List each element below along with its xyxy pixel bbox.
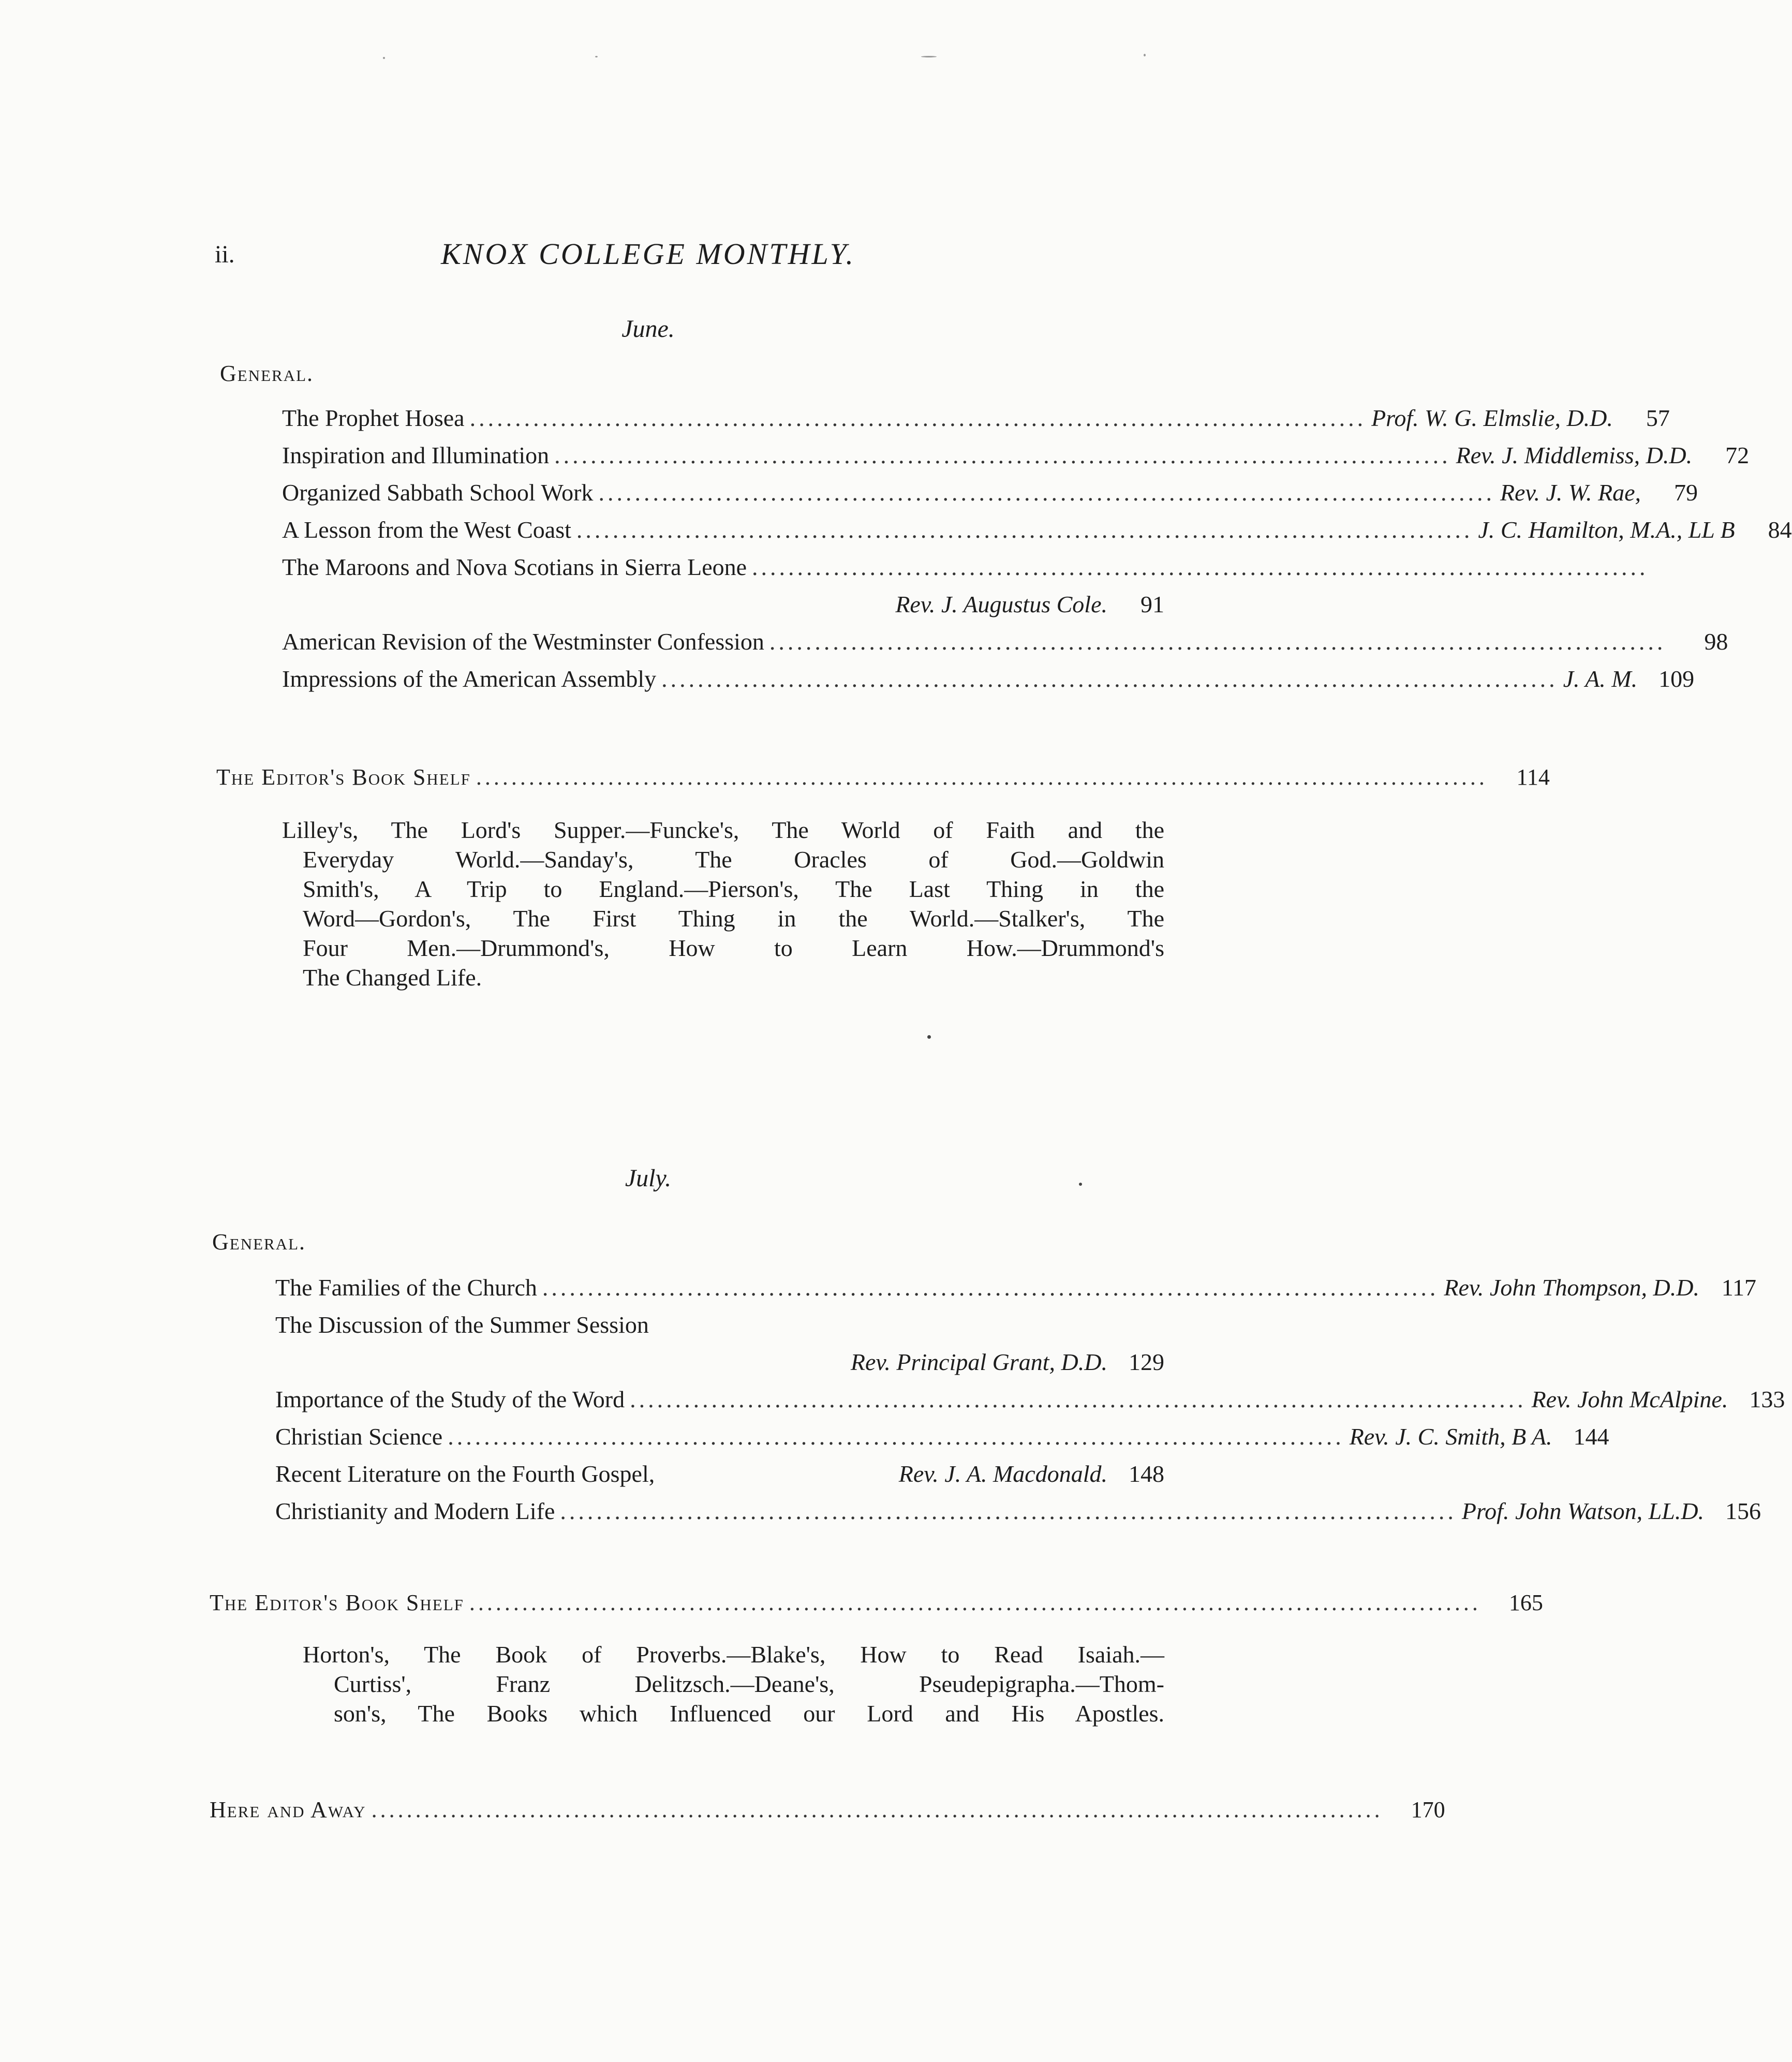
entry-page: 98 — [1704, 628, 1728, 655]
entry-page: 129 — [1129, 1349, 1164, 1375]
toc-entry[interactable] — [275, 1462, 1164, 1492]
leader-dots: ................................................................................................................... — [371, 1797, 1383, 1822]
bookshelf-line: Lilley's, The Lord's Supper.—Funcke's, The World of Faith and the — [282, 817, 1164, 843]
leader-dots: ................................................................................................................... — [469, 1590, 1481, 1615]
entry-page: 114 — [1516, 764, 1550, 790]
entry-title: American Revision of the Westminster Confession — [282, 628, 764, 655]
scan-speck — [921, 56, 937, 57]
bookshelf-line: The Changed Life. — [303, 964, 482, 991]
entry-title: The Discussion of the Summer Session — [275, 1312, 649, 1338]
bookshelf-line: Everyday World.—Sanday's, The Oracles of God.—Goldwin — [303, 846, 1164, 873]
entry-author: Prof. John Watson, LL.D. — [1461, 1498, 1705, 1524]
entry-title: Organized Sabbath School Work — [282, 479, 594, 506]
entry-author: Rev. J. A. Macdonald. — [898, 1461, 1107, 1487]
entry-page: 144 — [1573, 1423, 1609, 1450]
page-numeral: ii. — [215, 241, 235, 268]
bookshelf-line: son's, The Books which Influenced our Lord and His Apostles. — [334, 1700, 1164, 1727]
toc-entry[interactable] — [282, 405, 1670, 436]
entry-title: Importance of the Study of the Word — [275, 1386, 625, 1412]
entry-author: Rev. J. C. Smith, B A. — [1349, 1423, 1552, 1450]
bookshelf-line: Horton's, The Book of Proverbs.—Blake's, How to Read Isaiah.— — [303, 1641, 1164, 1668]
scan-speck — [595, 56, 598, 57]
entry-author: Prof. W. G. Elmslie, D.D. — [1371, 405, 1613, 431]
entry-page: 170 — [1411, 1797, 1445, 1822]
entry-title: Recent Literature on the Fourth Gospel, — [275, 1461, 655, 1487]
entry-author: Rev. Principal Grant, D.D. — [850, 1349, 1107, 1375]
leader-dots: ................................................................................................... — [560, 1498, 1457, 1524]
bookshelf-line: Word—Gordon's, The First Thing in the World.—Stalker's, The — [303, 905, 1164, 932]
bookshelf-line: Four Men.—Drummond's, How to Learn How.—Drummond's — [303, 935, 1164, 961]
entry-page: 109 — [1658, 666, 1695, 692]
section-label-general-july: General. — [212, 1229, 306, 1255]
toc-entry-line-1[interactable] — [275, 1313, 1164, 1343]
leader-dots: ................................................................................................... — [448, 1423, 1344, 1450]
leader-dots: ................................................................................................... — [542, 1274, 1439, 1301]
entry-title: Christian Science — [275, 1423, 443, 1450]
entry-page: 72 — [1725, 442, 1750, 468]
leader-dots: ................................................................................................... — [661, 666, 1558, 692]
entry-page: 165 — [1508, 1590, 1543, 1615]
toc-entry[interactable] — [282, 479, 1698, 511]
toc-entry-here-and-away[interactable] — [210, 1797, 1445, 1829]
toc-entry-line-2[interactable] — [282, 593, 1164, 623]
entry-page: 148 — [1129, 1461, 1164, 1487]
entry-page: 84 — [1768, 517, 1792, 543]
entry-title: Impressions of the American Assembly — [282, 666, 657, 692]
toc-entry-editors-book-shelf[interactable] — [210, 1590, 1543, 1622]
leader-dots: ................................................................................................... — [598, 479, 1495, 506]
bookshelf-line: Smith's, A Trip to England.—Pierson's, The Last Thing in the — [303, 876, 1164, 902]
entry-author: J. C. Hamilton, M.A., LL B — [1478, 517, 1735, 543]
toc-entry[interactable] — [275, 1423, 1609, 1455]
scan-speck — [1079, 1183, 1082, 1186]
bookshelf-contents-june — [282, 815, 1164, 992]
leader-dots: ................................................................................................... — [630, 1386, 1527, 1412]
toc-entry-editors-book-shelf[interactable] — [216, 764, 1550, 796]
leader-dots: ................................................................................................................... — [476, 764, 1488, 790]
leader-dots: ................................................................................................... — [554, 442, 1451, 468]
entry-page: 117 — [1721, 1274, 1756, 1301]
leader-dots: ................................................................................................... — [576, 517, 1473, 543]
journal-title: KNOX COLLEGE MONTHLY. — [440, 237, 856, 271]
entry-title: Christianity and Modern Life — [275, 1498, 555, 1524]
entry-author: Rev. John Thompson, D.D. — [1444, 1274, 1699, 1301]
entry-page: 57 — [1646, 405, 1670, 431]
toc-entry-line-2[interactable] — [275, 1350, 1164, 1380]
entry-page: 79 — [1673, 479, 1698, 506]
entry-title: The Editor's Book Shelf — [216, 764, 471, 790]
toc-entry[interactable] — [282, 442, 1750, 474]
entry-title: A Lesson from the West Coast — [282, 517, 571, 543]
entry-author: Rev. J. Augustus Cole. — [895, 591, 1107, 617]
section-label-general-june: General. — [220, 361, 314, 386]
entry-title: The Maroons and Nova Scotians in Sierra Leone — [282, 554, 747, 580]
toc-entry[interactable] — [282, 666, 1695, 697]
bookshelf-contents-july — [303, 1640, 1164, 1728]
leader-dots: ................................................................................................... — [752, 554, 1649, 580]
toc-entry[interactable] — [275, 1386, 1785, 1418]
month-heading-june: June. — [621, 315, 675, 343]
month-heading-july: July. — [625, 1165, 672, 1192]
entry-title: Here and Away — [210, 1797, 366, 1822]
toc-entry-line-1[interactable] — [282, 554, 1649, 585]
leader-dots: ................................................................................................... — [769, 628, 1666, 655]
scan-speck — [1144, 54, 1146, 56]
entry-title: Inspiration and Illumination — [282, 442, 550, 468]
entry-author: Rev. J. W. Rae, — [1500, 479, 1641, 506]
bookshelf-line: Curtiss', Franz Delitzsch.—Deane's, Pseudepigrapha.—Thom- — [334, 1671, 1164, 1697]
entry-page: 133 — [1749, 1386, 1785, 1412]
entry-author: J. A. M. — [1563, 666, 1638, 692]
entry-page: 91 — [1141, 591, 1164, 617]
entry-page: 156 — [1725, 1498, 1761, 1524]
toc-entry[interactable] — [282, 517, 1792, 548]
entry-title: The Prophet Hosea — [282, 405, 465, 431]
entry-author: Rev. J. Middlemiss, D.D. — [1456, 442, 1693, 468]
scan-speck — [383, 57, 385, 59]
leader-dots: ................................................................................................... — [469, 405, 1367, 431]
entry-title: The Families of the Church — [275, 1274, 537, 1301]
toc-entry[interactable] — [275, 1274, 1756, 1306]
entry-title: The Editor's Book Shelf — [210, 1590, 464, 1615]
entry-author: Rev. John McAlpine. — [1531, 1386, 1728, 1412]
scan-speck — [927, 1035, 931, 1039]
toc-entry[interactable] — [282, 628, 1728, 660]
toc-entry[interactable] — [275, 1498, 1761, 1529]
